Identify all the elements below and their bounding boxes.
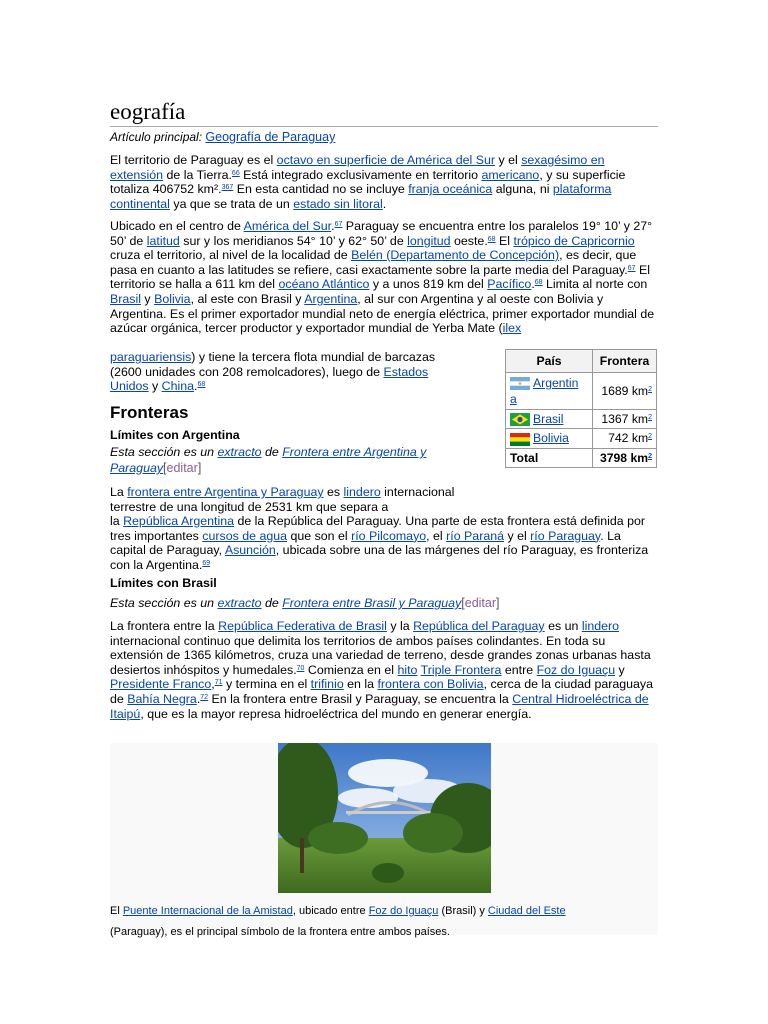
link-brasil[interactable]: Brasil (533, 412, 564, 426)
hatnote (110, 130, 335, 144)
table-total-row: Total 3798 $km^2$ (506, 448, 657, 467)
section-argentina-title: Límites con Argentina (110, 428, 240, 442)
link-argentina[interactable]: Argentin a (510, 376, 579, 406)
caption-link-ciudad-del-este[interactable]: Ciudad del Este (487, 905, 566, 917)
paragraph-1: El territorio de Paraguay es el octavo en superficie de América del Sur y el sexagésimo en extensión de la Tierra.$^{66}$ Está integrado exclusivamente en territorio americano, y su superficie totaliza 406752 km².$^{367}$ En esta cantidad no se incluye franja oceánica alguna, ni plataforma continental ya que se trata de un estado sin litoral. (110, 153, 626, 211)
edit-brasil[interactable]: editar (464, 596, 497, 610)
paragraph-2: Ubicado en el centro de América del Sur.$^{67}$ Paraguay se encuentra entre los paralelos 19° 10’ y 27° 50’ de latitud sur y los meridianos 54° 10’ y 62° 50’ de longitud oeste.$^{68}$ El trópico de Capricornio cruza el territorio, al nivel de la localidad de Belén (Departamento de Concepción), es decir, que pasa en cuanto a las latitudes se refiere, casi exactamente sobre la parte media del Paraguay.$^{67}$ El territorio se halla a 611 km del océano Atlántico y a unos 819 km del Pacífico.$^{68}$ Limita al norte con Brasil y Bolivia, al este con Brasil y Argentina, al sur con Argentina y al oeste con Bolivia y Argentina. Es el primer exportador mundial neto de energía eléctrica, primer exportador mundial de azúcar orgánica, tercer productor y exportador mundial de Yerba Mate (ilex (110, 219, 655, 336)
brasil-extract-note: Esta sección es un extracto de Frontera entre Brasil y Paraguay[editar] (110, 596, 500, 610)
caption-link-foz[interactable]: Foz do Iguaçu (368, 905, 439, 917)
paragraph-argentina-cont: la República Argentina de la República del Paraguay. Una parte de esta frontera está definida por tres importantes cursos de agua que son el río Pilcomayo, el río Paraná y el río Paraguay. La capital de Paraguay, Asunción, ubicada sobre una de las márgenes del río Paraguay, es fronteriza con la Argentina.$^{69}$ (110, 514, 649, 572)
caption-link-puente[interactable]: Puente Internacional de la Amistad (122, 905, 293, 917)
table-row: Argentin a 1689 $km^2$ (506, 373, 657, 410)
figure (110, 743, 658, 938)
argentina-flag-icon (510, 377, 530, 390)
figure-caption: El Puente Internacional de la Amistad, ubicado entre Foz do Iguaçu (Brasil) y Ciudad del Este (Paraguay), es el principal símbolo de la frontera entre ambos países. (110, 905, 566, 938)
hatnote-link[interactable]: Geografía de Paraguay (205, 130, 336, 144)
paragraph-2-cont: paraguariensis) y tiene la tercera flota mundial de barcazas (2600 unidades con 208 remolcadores), luego de Estados Unidos y China.$^{68}$ (110, 350, 436, 394)
table-row: Bolivia 742 $km^2$ (506, 429, 657, 448)
link-sexagesimo[interactable]: sexagésimo en extensión (110, 153, 605, 182)
th-frontera: Frontera (593, 350, 657, 373)
section-brasil-title: Límites con Brasil (110, 576, 217, 590)
hatnote-prefix: Artículo principal: (110, 130, 203, 144)
page-heading: eografía (110, 98, 658, 127)
paragraph-brasil: La frontera entre la República Federativa de Brasil y la República del Paraguay es un lindero internacional continuo que delimita los territorios de ambos países colindantes. En toda su extensión de 1365 kilómetros, cruza una variedad de terreno, desde grandes zonas urbanas hasta desiertos inhóspitos y humedales.$^{70}$ Comienza en el hito Triple Frontera entre Foz do Iguaçu y Presidente Franco,$^{71}$ y termina en el trifinio en la frontera con Bolivia, cerca de la ciudad paraguaya de Bahía Negra.$^{72}$ En la frontera entre Brasil y Paraguay, se encuentra la Central Hidroeléctrica de Itaipú, que es la mayor represa hidroeléctrica del mundo en generar energía. (110, 619, 654, 721)
table-row: Brasil 1367 $km^2$ (506, 410, 657, 429)
th-pais: País (506, 350, 593, 373)
link-bolivia[interactable]: Bolivia (533, 431, 569, 446)
edit-argentina[interactable]: editar (166, 461, 198, 475)
argentina-extract-note: Esta sección es un extracto de Frontera entre Argentina y Paraguay[editar] (110, 445, 427, 475)
bridge-photo (278, 743, 491, 893)
paragraph-argentina: La frontera entre Argentina y Paraguay es lindero internacional terrestre de una longitud de 2531 km que separa a (110, 485, 455, 514)
section-fronteras: Fronteras (110, 403, 189, 422)
link-octavo[interactable]: octavo en superficie de América del Sur (276, 153, 496, 167)
